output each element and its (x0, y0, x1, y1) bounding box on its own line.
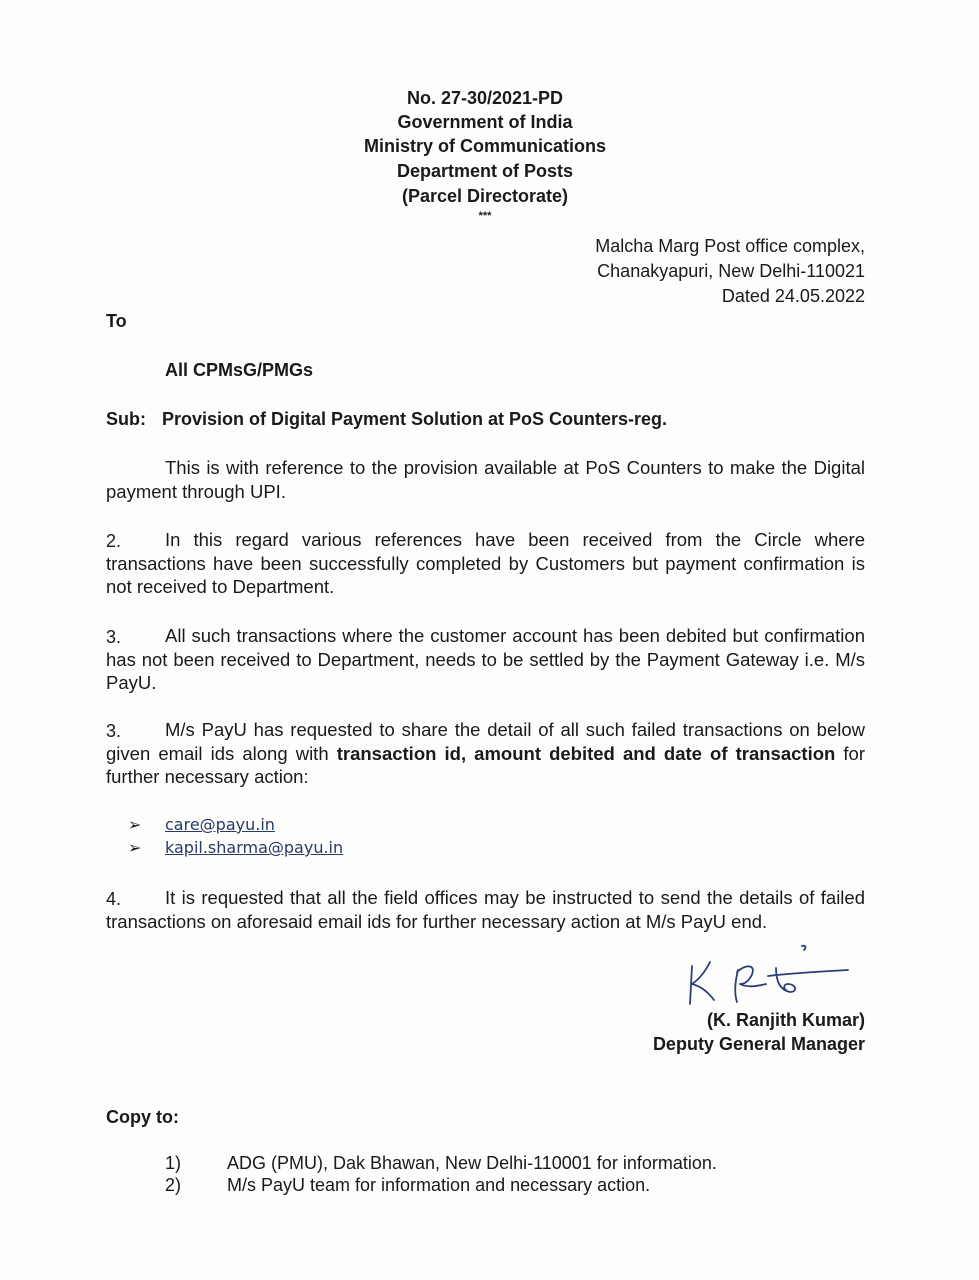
paragraph-3b-start: M/s PayU has requested to share the detail of all such failed transactions on below given email ids along with (106, 719, 865, 764)
signatory-designation: Deputy General Manager (652, 1034, 865, 1054)
address-line-1: Malcha Marg Post office complex, (595, 236, 865, 256)
copy-item-2-number: 2) (165, 1175, 182, 1195)
copy-item-1-number: 1) (165, 1153, 182, 1173)
email-link-care[interactable]: care@payu.in (165, 815, 275, 834)
subject-label: Sub: (106, 409, 146, 429)
paragraph-3b-bold: transaction id, amount debited and date of transaction (336, 742, 836, 764)
paragraph-intro: This is with reference to the provision available at PoS Counters to make the Digital payment through UPI. (106, 457, 865, 502)
paragraph-2: In this regard various references have been received from the Circle where transactions have been successfully completed by Customers but payment confirmation is not received to Department. (106, 529, 865, 597)
paragraph-3b (106, 718, 865, 789)
arrow-bullet-icon: ➢ (128, 840, 142, 857)
ministry-heading: Ministry of Communications (363, 136, 606, 156)
recipient: All CPMsG/PMGs (165, 360, 314, 380)
reference-number: No. 27-30/2021-PD (406, 88, 564, 108)
department-heading: Department of Posts (396, 161, 574, 181)
subject-text: Provision of Digital Payment Solution at PoS Counters-reg. (162, 409, 668, 429)
letter-date: Dated 24.05.2022 (721, 286, 865, 306)
paragraph-3-number: 3. (106, 627, 122, 647)
paragraph-3b-number: 3. (106, 721, 122, 741)
paragraph-3: All such transactions where the customer account has been debited but confirmation has not been received to Department, needs to be settled by the Payment Gateway i.e. M/s PayU. (106, 625, 865, 693)
email-link-kapil[interactable]: kapil.sharma@payu.in (165, 838, 344, 857)
signatory-name: (K. Ranjith Kumar) (706, 1010, 865, 1030)
paragraph-4: It is requested that all the field offices may be instructed to send the details of failed transactions on aforesaid email ids for further necessary action at M/s PayU end. (106, 887, 865, 932)
government-heading: Government of India (397, 112, 573, 132)
copy-item-1: ADG (PMU), Dak Bhawan, New Delhi-110001 for information. (227, 1153, 717, 1173)
signature-image (680, 940, 855, 1010)
copy-to-label: Copy to: (106, 1107, 179, 1127)
header-separator: *** (478, 210, 492, 222)
paragraph-2-number: 2. (106, 531, 122, 551)
directorate-heading: (Parcel Directorate) (401, 186, 569, 206)
address-line-2: Chanakyapuri, New Delhi-110021 (597, 261, 865, 281)
paragraph-4-number: 4. (106, 889, 122, 909)
to-label: To (106, 311, 127, 331)
paragraph-3b-end: for further necessary action: (106, 742, 866, 787)
copy-item-2: M/s PayU team for information and necessary action. (227, 1175, 651, 1195)
arrow-bullet-icon: ➢ (128, 817, 142, 834)
